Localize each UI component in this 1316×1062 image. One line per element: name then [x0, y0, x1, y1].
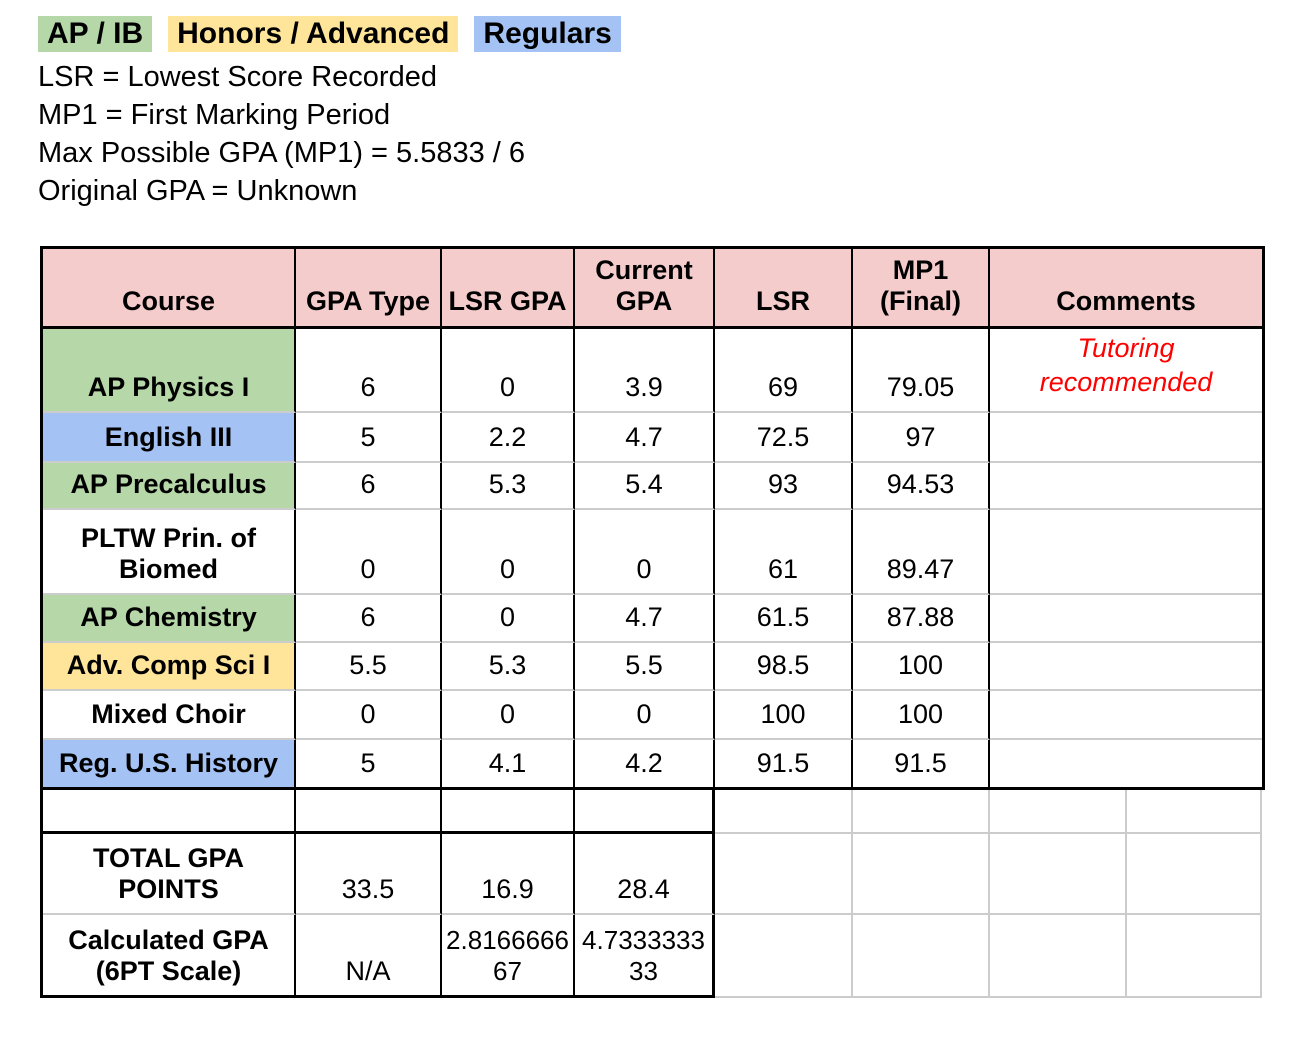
- lsr-gpa-cell[interactable]: 0: [442, 510, 575, 595]
- empty-cell[interactable]: [715, 915, 853, 998]
- current-gpa-cell[interactable]: 4.7: [575, 413, 715, 463]
- gpa-type-cell[interactable]: 5: [296, 740, 442, 790]
- comment-cell[interactable]: [990, 740, 1262, 790]
- empty-cell[interactable]: [442, 790, 575, 834]
- gpa-type-cell[interactable]: 0: [296, 691, 442, 740]
- notes-block: [38, 58, 525, 210]
- mp1-final-cell[interactable]: 100: [853, 691, 990, 740]
- total-gpa-type-cell[interactable]: 33.5: [296, 834, 442, 915]
- empty-cell[interactable]: [575, 790, 715, 834]
- course-cell[interactable]: AP Physics I: [43, 329, 296, 413]
- empty-cell[interactable]: [990, 915, 1127, 998]
- summary-section: [40, 790, 1265, 998]
- comment-cell[interactable]: [990, 595, 1262, 643]
- gpa-type-cell[interactable]: 6: [296, 329, 442, 413]
- course-cell[interactable]: Reg. U.S. History: [43, 740, 296, 790]
- note-mp1: MP1 = First Marking Period: [38, 99, 391, 131]
- empty-cell[interactable]: [1127, 834, 1262, 915]
- header-course[interactable]: Course: [43, 249, 296, 329]
- legend-chip-ap-ib: AP / IB: [38, 16, 152, 52]
- legend: [38, 16, 621, 52]
- lsr-cell[interactable]: 69: [715, 329, 853, 413]
- empty-cell[interactable]: [1127, 790, 1262, 834]
- calc-lsr-gpa-cell[interactable]: 2.816666667: [442, 915, 575, 998]
- calc-current-gpa-cell[interactable]: 4.733333333: [575, 915, 715, 998]
- current-gpa-cell[interactable]: 5.5: [575, 643, 715, 691]
- empty-cell[interactable]: [853, 790, 990, 834]
- mp1-final-cell[interactable]: 91.5: [853, 740, 990, 790]
- calc-label-cell[interactable]: Calculated GPA (6PT Scale): [43, 915, 296, 998]
- lsr-cell[interactable]: 93: [715, 463, 853, 510]
- course-cell[interactable]: Adv. Comp Sci I: [43, 643, 296, 691]
- legend-chip-regulars: Regulars: [474, 16, 620, 52]
- current-gpa-cell[interactable]: 4.2: [575, 740, 715, 790]
- header-comments[interactable]: Comments: [990, 249, 1262, 329]
- lsr-gpa-cell[interactable]: 0: [442, 691, 575, 740]
- total-current-gpa-cell[interactable]: 28.4: [575, 834, 715, 915]
- mp1-final-cell[interactable]: 87.88: [853, 595, 990, 643]
- comment-cell[interactable]: [990, 463, 1262, 510]
- course-cell[interactable]: AP Precalculus: [43, 463, 296, 510]
- calc-gpa-type-cell[interactable]: N/A: [296, 915, 442, 998]
- current-gpa-cell[interactable]: 0: [575, 691, 715, 740]
- mp1-final-cell[interactable]: 97: [853, 413, 990, 463]
- comment-cell[interactable]: [990, 643, 1262, 691]
- header-lsr-gpa[interactable]: LSR GPA: [442, 249, 575, 329]
- note-max-gpa: Max Possible GPA (MP1) = 5.5833 / 6: [38, 137, 526, 169]
- header-current-gpa[interactable]: Current GPA: [575, 249, 715, 329]
- comment-cell[interactable]: Tutoring recommended: [990, 329, 1262, 413]
- lsr-gpa-cell[interactable]: 0: [442, 595, 575, 643]
- comment-cell[interactable]: [990, 510, 1262, 595]
- lsr-gpa-cell[interactable]: 5.3: [442, 643, 575, 691]
- lsr-cell[interactable]: 72.5: [715, 413, 853, 463]
- comment-cell[interactable]: [990, 691, 1262, 740]
- gpa-type-cell[interactable]: 6: [296, 463, 442, 510]
- course-table: [40, 246, 1265, 790]
- course-cell[interactable]: PLTW Prin. of Biomed: [43, 510, 296, 595]
- course-cell[interactable]: AP Chemistry: [43, 595, 296, 643]
- comment-cell[interactable]: [990, 413, 1262, 463]
- current-gpa-cell[interactable]: 3.9: [575, 329, 715, 413]
- gpa-table: [40, 246, 1265, 998]
- empty-cell[interactable]: [990, 834, 1127, 915]
- empty-cell[interactable]: [853, 915, 990, 998]
- mp1-final-cell[interactable]: 79.05: [853, 329, 990, 413]
- gpa-type-cell[interactable]: 6: [296, 595, 442, 643]
- lsr-cell[interactable]: 98.5: [715, 643, 853, 691]
- empty-cell[interactable]: [296, 790, 442, 834]
- lsr-cell[interactable]: 91.5: [715, 740, 853, 790]
- mp1-final-cell[interactable]: 100: [853, 643, 990, 691]
- gpa-type-cell[interactable]: 0: [296, 510, 442, 595]
- mp1-final-cell[interactable]: 94.53: [853, 463, 990, 510]
- empty-cell[interactable]: [1127, 915, 1262, 998]
- lsr-cell[interactable]: 61.5: [715, 595, 853, 643]
- header-gpa-type[interactable]: GPA Type: [296, 249, 442, 329]
- legend-chip-honors: Honors / Advanced: [168, 16, 458, 52]
- lsr-cell[interactable]: 61: [715, 510, 853, 595]
- empty-cell[interactable]: [43, 790, 296, 834]
- empty-cell[interactable]: [990, 790, 1127, 834]
- gpa-type-cell[interactable]: 5.5: [296, 643, 442, 691]
- lsr-gpa-cell[interactable]: 0: [442, 329, 575, 413]
- lsr-gpa-cell[interactable]: 2.2: [442, 413, 575, 463]
- empty-cell[interactable]: [853, 834, 990, 915]
- note-lsr: LSR = Lowest Score Recorded: [38, 61, 437, 93]
- current-gpa-cell[interactable]: 0: [575, 510, 715, 595]
- mp1-final-cell[interactable]: 89.47: [853, 510, 990, 595]
- lsr-cell[interactable]: 100: [715, 691, 853, 740]
- gpa-type-cell[interactable]: 5: [296, 413, 442, 463]
- total-lsr-gpa-cell[interactable]: 16.9: [442, 834, 575, 915]
- course-cell[interactable]: English III: [43, 413, 296, 463]
- note-original-gpa: Original GPA = Unknown: [38, 175, 358, 207]
- current-gpa-cell[interactable]: 4.7: [575, 595, 715, 643]
- current-gpa-cell[interactable]: 5.4: [575, 463, 715, 510]
- empty-cell[interactable]: [715, 834, 853, 915]
- empty-cell[interactable]: [715, 790, 853, 834]
- lsr-gpa-cell[interactable]: 4.1: [442, 740, 575, 790]
- course-cell[interactable]: Mixed Choir: [43, 691, 296, 740]
- total-label-cell[interactable]: TOTAL GPA POINTS: [43, 834, 296, 915]
- header-lsr[interactable]: LSR: [715, 249, 853, 329]
- header-mp1-final[interactable]: MP1 (Final): [853, 249, 990, 329]
- lsr-gpa-cell[interactable]: 5.3: [442, 463, 575, 510]
